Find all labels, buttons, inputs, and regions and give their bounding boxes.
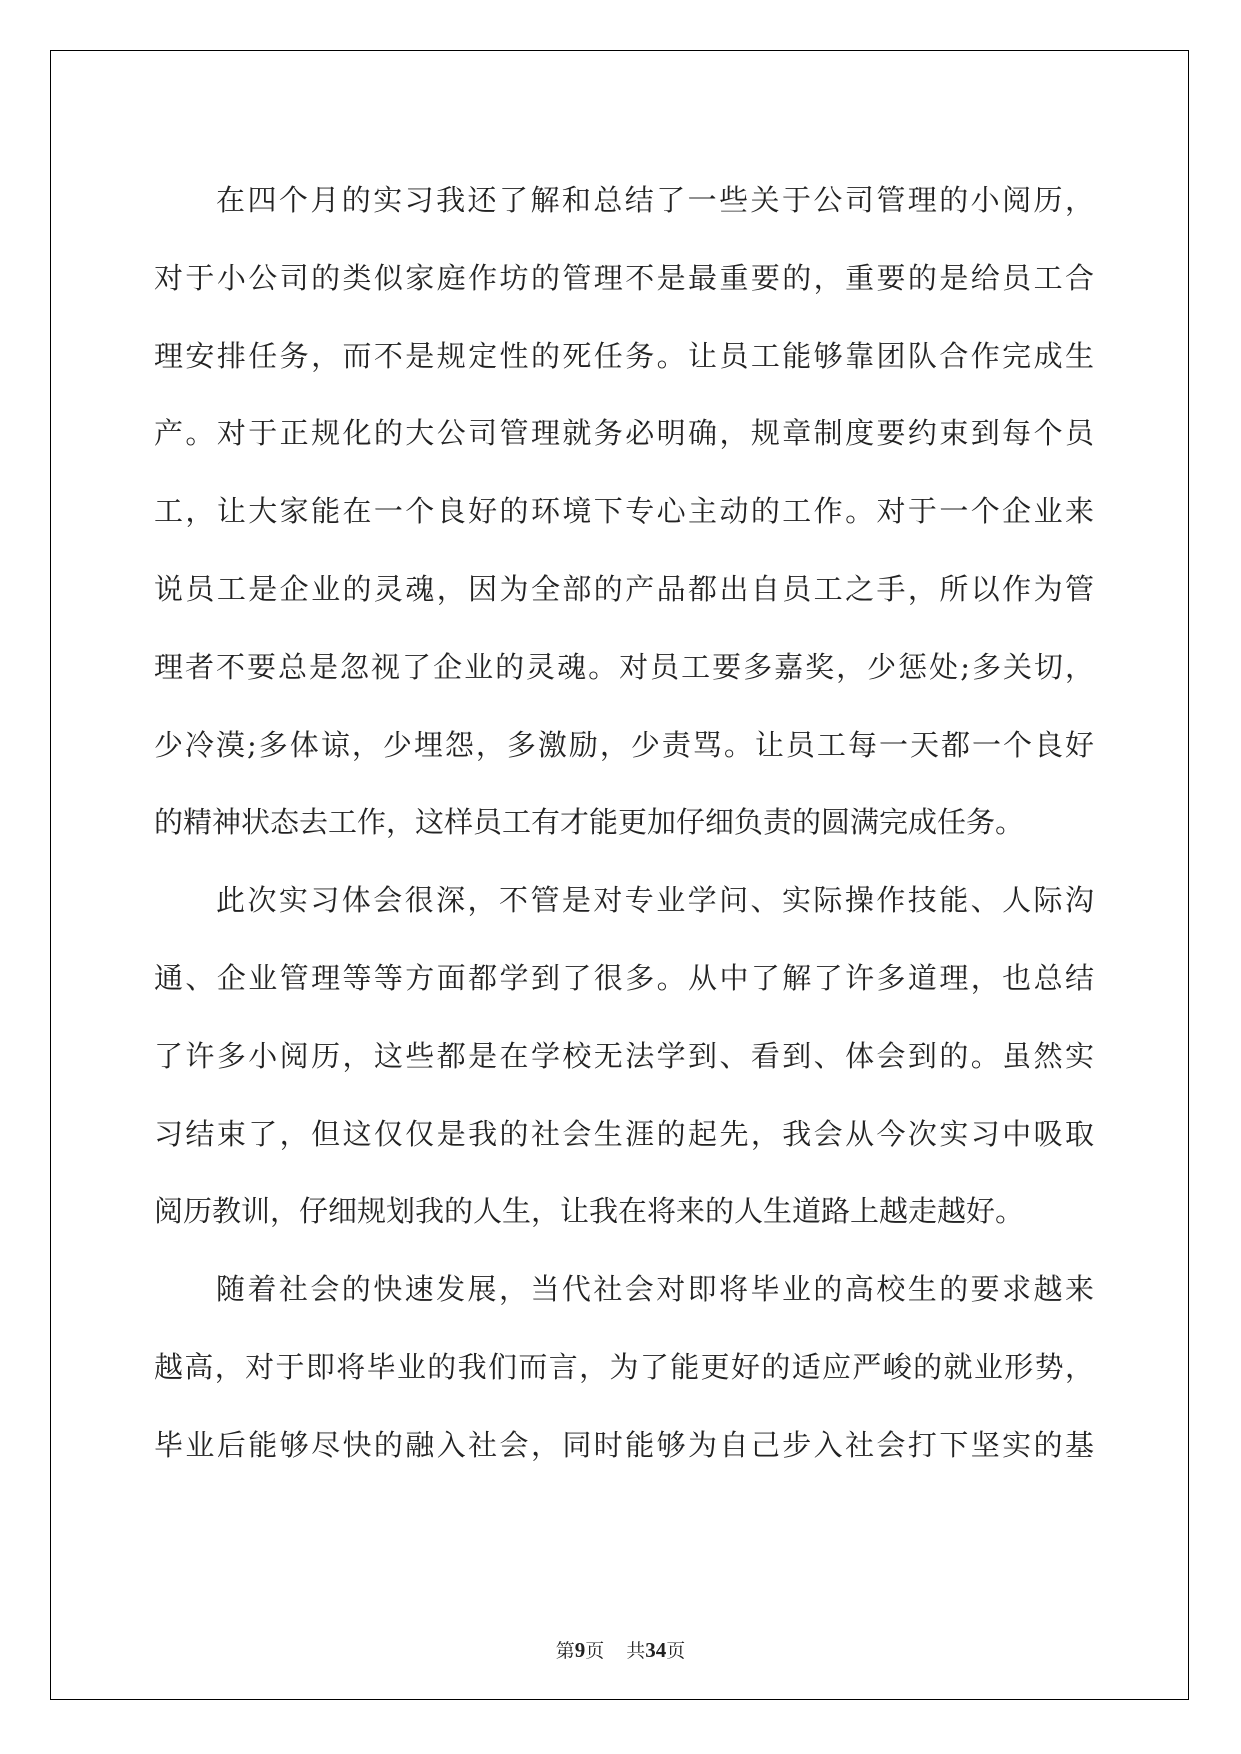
paragraph-line: 阅历教训，仔细规划我的人生，让我在将来的人生道路上越走越好。: [154, 1194, 1025, 1229]
page-number: 9: [574, 1638, 586, 1662]
paragraph-line: 工，让大家能在一个良好的环境下专心主动的工作。对于一个企业来: [154, 494, 1094, 529]
paragraph-line: 对于小公司的类似家庭作坊的管理不是最重要的，重要的是给员工合: [154, 260, 1094, 295]
total-suffix: 页: [666, 1640, 686, 1662]
page-prefix: 第: [555, 1640, 575, 1662]
paragraph-line: 毕业后能够尽快的融入社会，同时能够为自己步入社会打下坚实的基: [154, 1427, 1094, 1462]
paragraph-line: 理安排任务，而不是规定性的死任务。让员工能够靠团队合作完成生: [154, 338, 1094, 373]
paragraph-line: 说员工是企业的灵魂，因为全部的产品都出自员工之手，所以作为管: [154, 571, 1094, 606]
paragraph-line: 习结束了，但这仅仅是我的社会生涯的起先，我会从今次实习中吸取: [154, 1116, 1094, 1151]
paragraph-line: 在四个月的实习我还了解和总结了一些关于公司管理的小阅历，: [216, 183, 1094, 217]
total-prefix: 共: [626, 1640, 646, 1662]
paragraph-line: 理者不要总是忽视了企业的灵魂。对员工要多嘉奖，少惩处;多关切，: [154, 649, 1094, 684]
paragraph-line: 的精神状态去工作，这样员工有才能更加仔细负责的圆满完成任务。: [154, 805, 1025, 840]
paragraph-3: [154, 1251, 1094, 1484]
page-footer: [0, 1636, 1241, 1663]
paragraph-2: [154, 862, 1094, 1251]
paragraph-line: 此次实习体会很深，不管是对专业学问、实际操作技能、人际沟: [216, 883, 1094, 918]
paragraph-line: 产。对于正规化的大公司管理就务必明确，规章制度要约束到每个员: [154, 416, 1094, 451]
paragraph-line: 越高，对于即将毕业的我们而言，为了能更好的适应严峻的就业形势，: [154, 1349, 1094, 1384]
total-pages: 34: [645, 1638, 667, 1662]
paragraph-line: 随着社会的快速发展，当代社会对即将毕业的高校生的要求越来: [216, 1272, 1094, 1307]
paragraph-line: 少冷漠;多体谅，少埋怨，多激励，少责骂。让员工每一天都一个良好: [154, 727, 1094, 762]
paragraph-line: 通、企业管理等等方面都学到了很多。从中了解了许多道理，也总结: [154, 960, 1094, 995]
paragraph-line: 了许多小阅历，这些都是在学校无法学到、看到、体会到的。虽然实: [154, 1038, 1094, 1073]
paragraph-1: [154, 162, 1094, 862]
page-suffix: 页: [585, 1640, 605, 1662]
document-body: [154, 162, 1094, 1485]
